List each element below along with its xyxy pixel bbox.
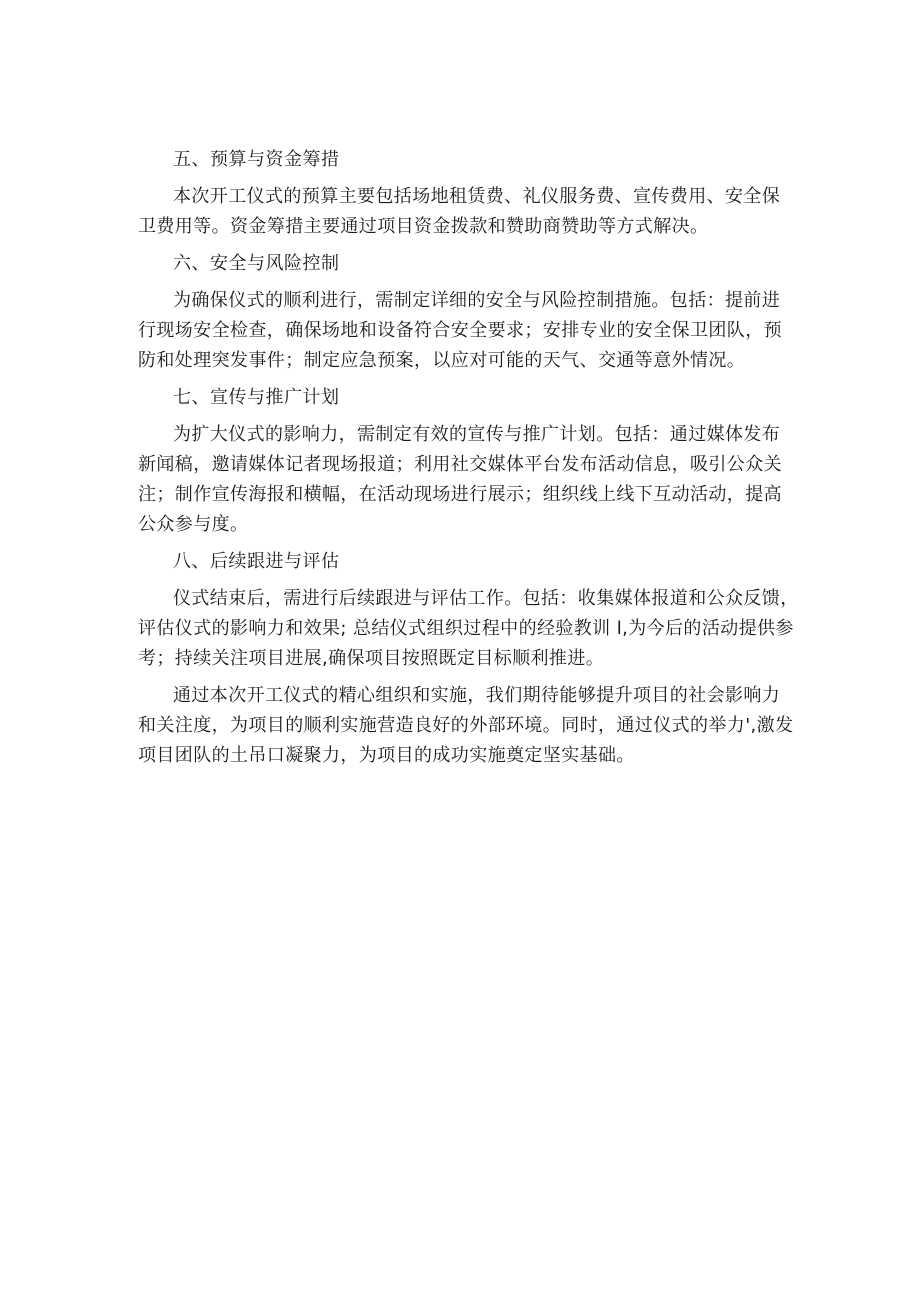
paragraph-line: 为确保仪式的顺利进行，需制定详细的安全与风险控制措施。包括：提前进 <box>173 290 781 311</box>
paragraph-line: 通过本次开工仪式的精心组织和实施，我们期待能够提升项目的社会影响力 <box>173 685 781 706</box>
paragraph-line: 考；持续关注项目进展,确保项目按照既定目标顺利推进。 <box>138 648 605 669</box>
section-heading-followup: 八、后续跟进与评估 <box>173 551 340 572</box>
section-heading-budget: 五、预算与资金筹措 <box>173 149 340 170</box>
section-paragraph-promotion <box>138 420 800 540</box>
paragraph-line: 和关注度，为项目的顺利实施营造良好的外部环境。同时，通过仪式的举力',激发 <box>138 715 794 736</box>
paragraph-line: 行现场安全检查，确保场地和设备符合安全要求；安排专业的安全保卫团队，预 <box>138 320 782 341</box>
paragraph-line: 仪式结束后，需进行后续跟进与评估工作。包括：收集媒体报道和公众反馈， <box>173 588 799 609</box>
document-body <box>138 145 800 778</box>
closing-paragraph <box>138 681 800 771</box>
paragraph-line: 项目团队的土吊口凝聚力，为项目的成功实施奠定坚实基础。 <box>138 745 635 766</box>
section-paragraph-budget <box>138 182 800 242</box>
paragraph-line: 新闻稿，邀请媒体记者现场报道；利用社交媒体平台发布活动信息，吸引公众关 <box>138 454 782 475</box>
paragraph-line: 本次开工仪式的预算主要包括场地租赁费、礼仪服务费、宣传费用、安全保 <box>173 186 781 207</box>
paragraph-line: 为扩大仪式的影响力，需制定有效的宣传与推广计划。包括：通过媒体发布 <box>173 424 781 445</box>
section-heading-safety: 六、安全与风险控制 <box>173 253 340 274</box>
paragraph-line: 防和处理突发事件；制定应急预案，以应对可能的天气、交通等意外情况。 <box>138 350 746 371</box>
paragraph-line: 卫费用等。资金筹措主要通过项目资金拨款和赞助商赞助等方式解决。 <box>138 216 709 237</box>
section-heading-promotion: 七、宣传与推广计划 <box>173 387 340 408</box>
section-paragraph-safety <box>138 286 800 376</box>
paragraph-line: 公众参与度。 <box>138 514 249 535</box>
paragraph-line: 评估仪式的影响力和效果; 总结仪式组织过程中的经验教训 l,为今后的活动提供参 <box>138 618 794 639</box>
section-paragraph-followup <box>138 584 800 674</box>
paragraph-line: 注；制作宣传海报和横幅，在活动现场进行展示；组织线上线下互动活动，提高 <box>138 484 782 505</box>
